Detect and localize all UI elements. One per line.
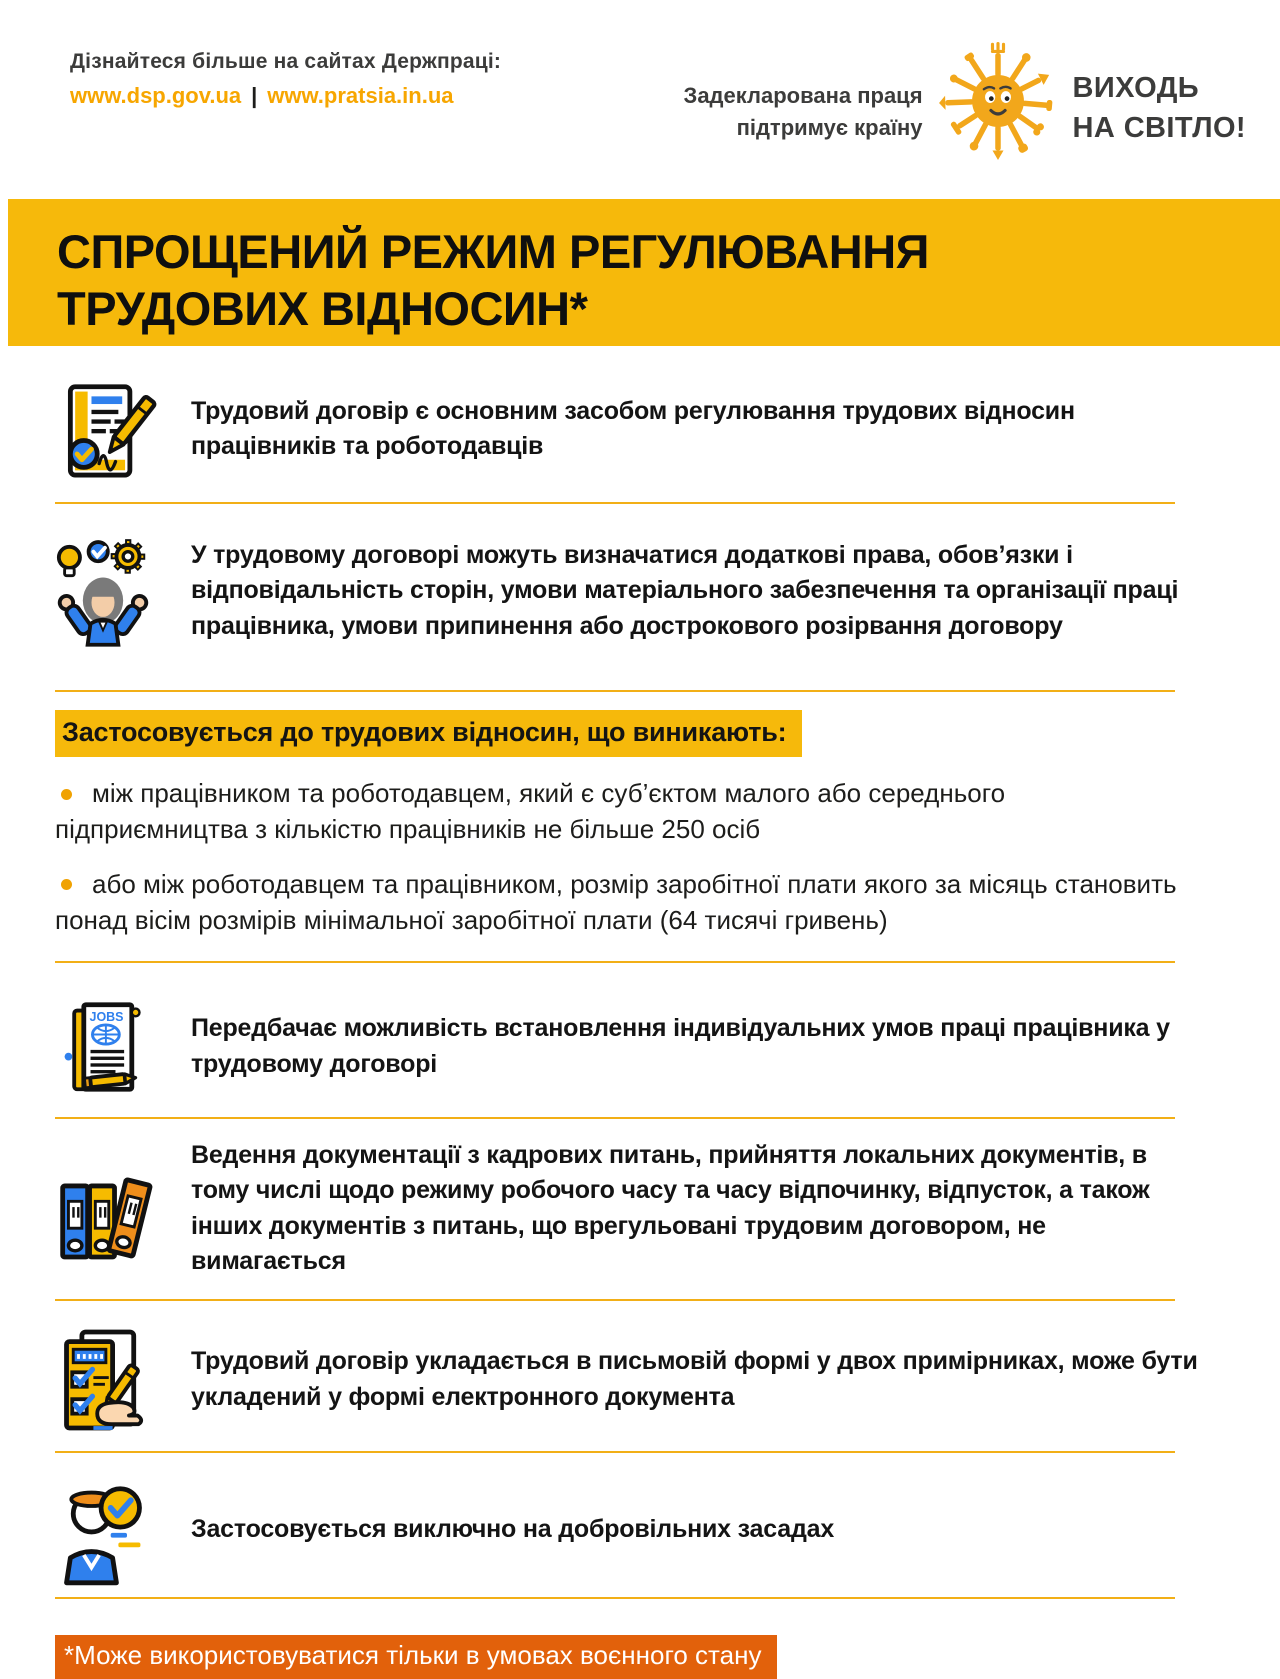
section-text: У трудовому договорі можуть визначатися додаткові права, обов’язки і відповідальність сторін, умови матеріального забезпечення та організації праці працівника, умови припинення або дострокового розірвання договору	[191, 540, 1179, 640]
content	[0, 372, 1280, 1679]
link-pratsia-in-ua[interactable]: www.pratsia.in.ua	[267, 83, 454, 108]
bullet-item	[55, 775, 1180, 848]
brand-line1: ВИХОДЬ	[1072, 72, 1200, 105]
applies-heading: Застосовується до трудових відносин, що виникають:	[55, 710, 802, 757]
section-row-individual-terms	[55, 989, 1225, 1105]
section-row-documentation	[55, 1133, 1225, 1285]
bullet-dot-icon	[61, 789, 72, 800]
header-info	[70, 42, 501, 109]
applies-block	[55, 692, 1225, 939]
section-row-contract	[55, 372, 1225, 486]
section-text: Трудовий договір є основним засобом регулювання трудових відносин працівників та роботодавців	[191, 396, 1075, 460]
urls-line	[70, 83, 501, 109]
bullet-text: або між роботодавцем та працівником, розмір заробітної плати якого за місяць становить понад вісім розмірів мінімальної заробітної плати (64 тисячі гривень)	[55, 868, 1177, 936]
person-ideas-icon	[55, 535, 151, 647]
header	[0, 0, 1280, 165]
divider	[55, 1451, 1175, 1453]
info-label: Дізнайтеся більше на сайтах Держпраці:	[70, 50, 502, 73]
bullet-item	[55, 866, 1180, 939]
slogan-line1: Задекларована праця	[683, 82, 923, 108]
section-text: Застосовується виключно на добровільних засадах	[191, 1514, 835, 1543]
slogan-line2: підтримує країну	[736, 114, 923, 140]
divider	[55, 1597, 1175, 1599]
section-row-written-form	[55, 1319, 1225, 1441]
contract-pen-icon	[55, 377, 151, 481]
section-text: Передбачає можливість встановлення індивідуальних умов праці працівника у трудовому договорі	[191, 1014, 1170, 1078]
person-check-icon	[55, 1475, 151, 1585]
bullet-dot-icon	[61, 879, 72, 890]
page-title-line1: СПРОЩЕНИЙ РЕЖИМ РЕГУЛЮВАННЯ	[57, 225, 929, 278]
brand-text	[1073, 59, 1246, 147]
section-text: Трудовий договір укладається в письмовій формі у двох примірниках, може бути укладений у формі електронного документа	[191, 1347, 1198, 1411]
divider	[55, 1117, 1175, 1119]
divider	[55, 502, 1175, 504]
binders-icon	[55, 1153, 151, 1265]
page-title-line2: ТРУДОВИХ ВІДНОСИН*	[57, 282, 588, 336]
checklist-hand-icon	[55, 1324, 151, 1436]
section-row-voluntary	[55, 1473, 1225, 1587]
sun-tools-logo-icon	[939, 42, 1057, 165]
svg-text:JOBS: JOBS	[89, 1009, 124, 1024]
header-brand-block	[684, 42, 1246, 165]
link-dsp-gov-ua[interactable]: www.dsp.gov.ua	[70, 83, 242, 108]
jobs-document-icon	[55, 993, 151, 1101]
title-banner	[8, 199, 1280, 346]
brand-line2: НА СВІТЛО!	[1072, 111, 1246, 144]
divider	[55, 961, 1175, 963]
slogan	[684, 64, 923, 144]
bullet-text: між працівником та роботодавцем, який є суб’єктом малого або середнього підприємництва з кількістю працівників не більше 250 осіб	[55, 778, 1006, 845]
footnote-bar: *Може використовуватися тільки в умовах воєнного стану	[55, 1635, 777, 1679]
section-text: Ведення документації з кадрових питань, прийняття локальних документів, в тому числі щодо режиму робочого часу та часу відпочинку, відпусток, а також інших документів з питань, що врегульовані трудовим договором, не вимагається	[191, 1140, 1150, 1276]
url-separator: |	[251, 83, 258, 108]
divider	[55, 1299, 1175, 1301]
section-row-terms	[55, 518, 1225, 664]
